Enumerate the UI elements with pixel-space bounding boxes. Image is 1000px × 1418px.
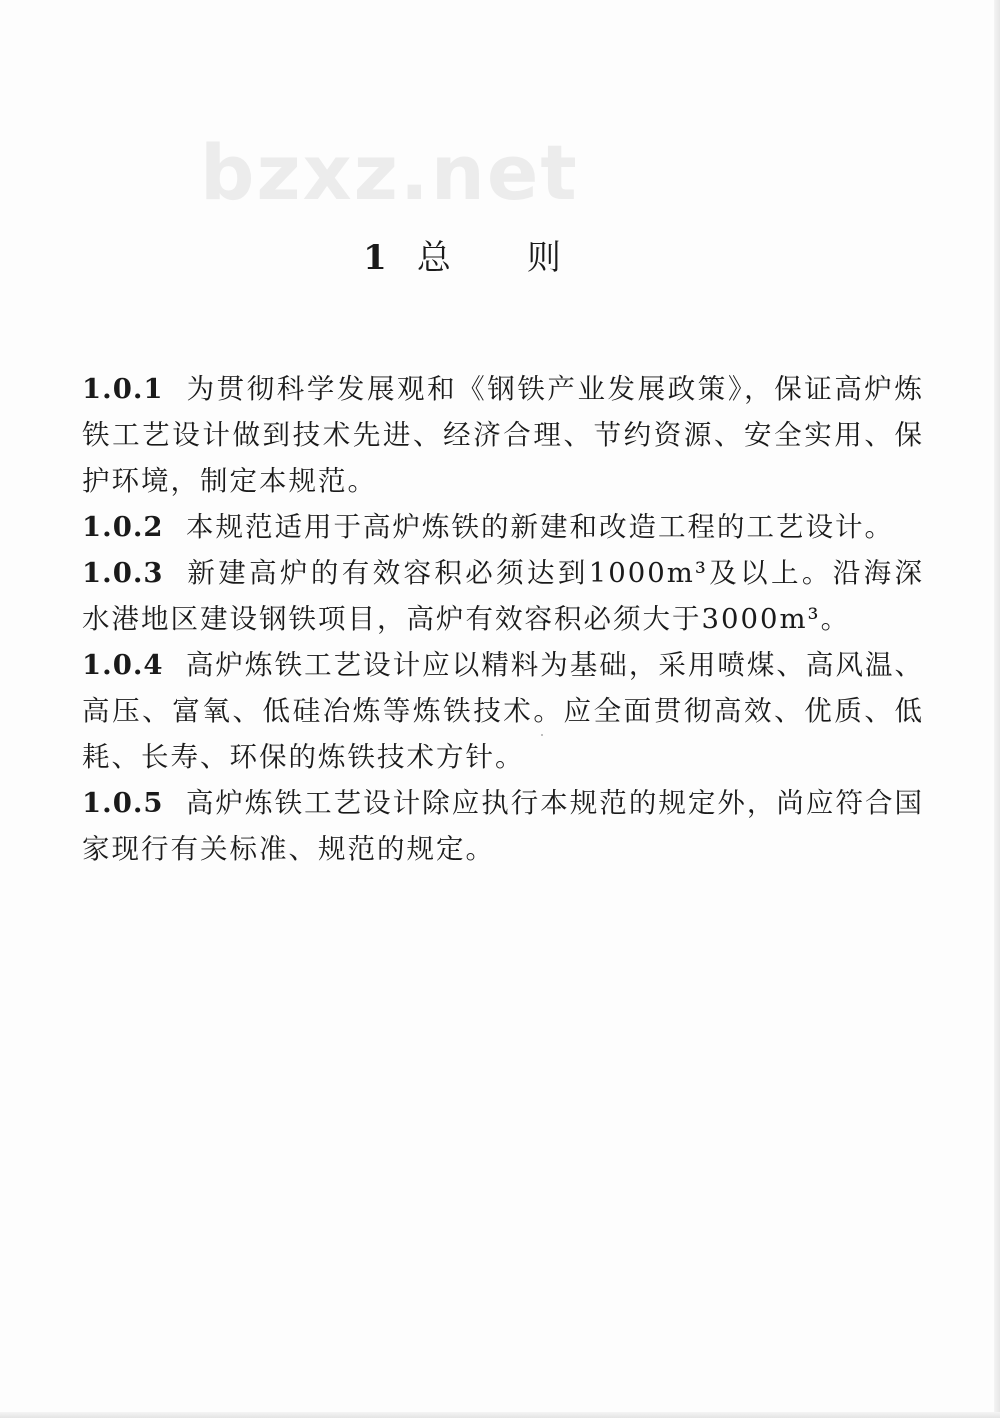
clause-1-0-3 xyxy=(82,550,924,642)
clause-text: 高炉炼铁工艺设计除应执行本规范的规定外，尚应符合国家现行有关标准、规范的规定。 xyxy=(82,787,924,865)
page-edge-right xyxy=(994,0,1000,1418)
clause-1-0-5 xyxy=(82,780,924,872)
clause-number: 1.0.2 xyxy=(82,511,164,543)
chapter-number: 1 xyxy=(363,238,387,278)
clause-text: 为贯彻科学发展观和《钢铁产业发展政策》，保证高炉炼铁工艺设计做到技术先进、经济合理、节约资源、安全实用、保护环境，制定本规范。 xyxy=(82,373,924,497)
clause-text: 新建高炉的有效容积必须达到1000m³及以上。沿海深水港地区建设钢铁项目，高炉有效容积必须大于3000m³。 xyxy=(82,557,924,635)
scan-speck xyxy=(541,734,543,736)
clause-text: 高炉炼铁工艺设计应以精料为基础，采用喷煤、高风温、高压、富氧、低硅冶炼等炼铁技术。应全面贯彻高效、优质、低耗、长寿、环保的炼铁技术方针。 xyxy=(82,649,924,773)
clause-list xyxy=(82,366,924,872)
clause-number: 1.0.5 xyxy=(82,787,164,819)
clause-number: 1.0.3 xyxy=(82,557,164,589)
clause-number: 1.0.1 xyxy=(82,373,164,405)
page-edge-bottom xyxy=(0,1412,1000,1418)
clause-text: 本规范适用于高炉炼铁的新建和改造工程的工艺设计。 xyxy=(186,511,894,543)
watermark: bzxz.net xyxy=(200,128,579,217)
clause-1-0-4 xyxy=(82,642,924,780)
clause-number: 1.0.4 xyxy=(82,649,164,681)
chapter-heading: 总则 xyxy=(416,238,637,278)
clause-1-0-1 xyxy=(82,366,924,504)
clause-1-0-2 xyxy=(82,504,924,550)
chapter-title xyxy=(0,230,1000,279)
